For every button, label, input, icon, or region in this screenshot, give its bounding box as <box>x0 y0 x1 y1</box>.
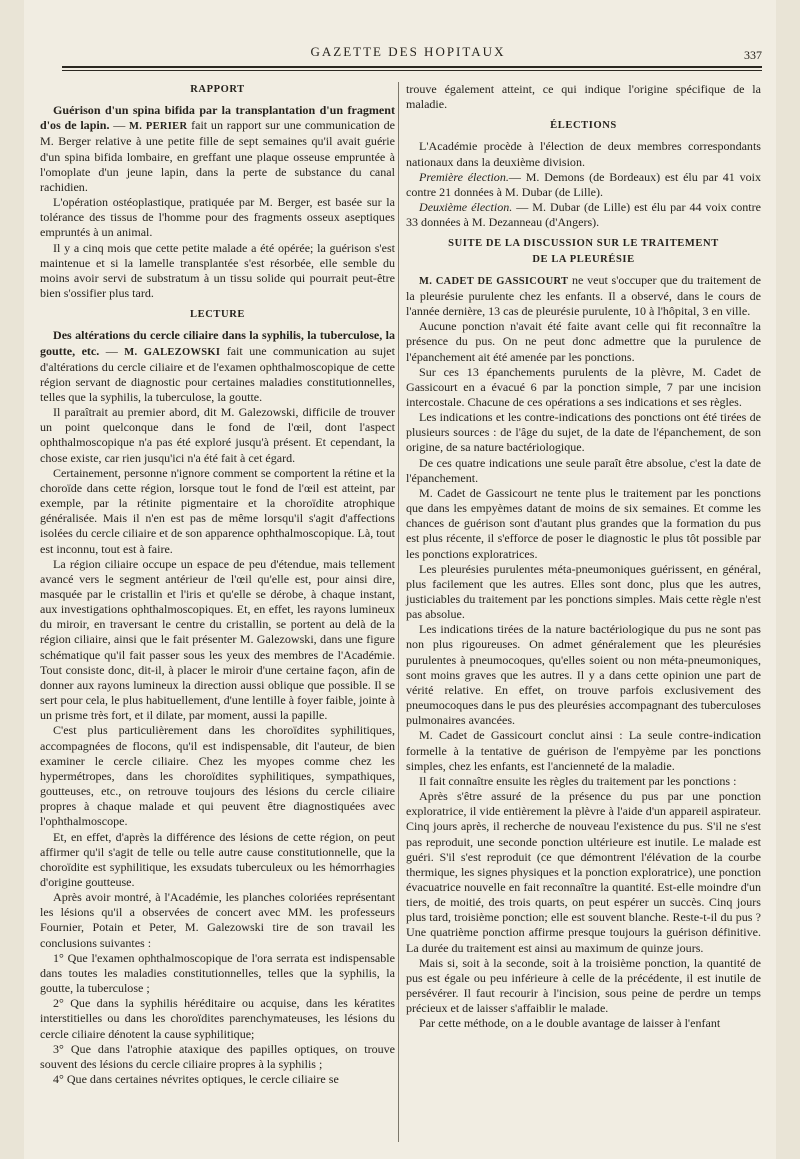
dash: — <box>109 118 130 133</box>
paragraph: Mais si, soit à la seconde, soit à la troisième ponction, la quantité de pus est égale ou peu inférieure à celle de la précédente, il est inutile de persévérer. Il faut recourir à l'incision, sous peine de perdre un temps précieux et de laisser s'affaiblir le malade. <box>406 955 761 1016</box>
paragraph <box>406 200 761 230</box>
journal-title: GAZETTE DES HOPITAUX <box>310 44 506 59</box>
section-title-rapport: RAPPORT <box>190 84 245 95</box>
paragraph-text: fait une communication au sujet d'altérations du cercle ciliaire et de l'examen ophthalmoscopique de cette région servant de diagnostic pour certaines maladies constitutionnelles, telles que la syphilis, la tuberculose, la goutte. <box>40 343 395 404</box>
right-column <box>406 82 761 1032</box>
section-title-lecture: LECTURE <box>190 309 245 321</box>
paragraph: M. Cadet de Gassicourt conclut ainsi : La seule contre-indication formelle à la tentative de guérison de l'empyème par les ponctions simples, chez les enfants, est l'ancienneté de la maladie. <box>406 728 761 773</box>
paragraph: Il fait connaître ensuite les règles du traitement par les ponctions : <box>419 773 737 788</box>
paragraph <box>406 273 761 319</box>
paragraph-text: fait un rapport sur une communication de M. Berger relative à une petite fille de sept semaines qu'il avait guérie d'un spina bifida lombaire, en greffant une plaque osseuse empruntée à l'omoplate d'un jeune lapin, dans la perte de substance du canal rachidien. <box>40 118 395 194</box>
paragraph: Par cette méthode, on a le double avantage de laisser à l'enfant <box>419 1016 721 1031</box>
paragraph: Et, en effet, d'après la différence des lésions de cette région, on peut affirmer qu'il s'agit de telle ou telle autre cause constitutionnelle, que la choroïdite est syphilitique, les exsudats tuberculeux ou les hémorrhagies d'origine goutteuse. <box>40 829 395 889</box>
article-lead: Des altérations du cercle ciliaire dans la syphilis, la tuberculose, la goutte, etc. <box>40 328 395 358</box>
left-column <box>40 82 395 1087</box>
paragraph-text: — M. Dubar (de Lille) est élu par 44 voix contre 33 données à M. Dezanneau (d'Angers). <box>406 200 761 230</box>
section-title-line: SUITE DE LA DISCUSSION SUR LE TRAITEMENT <box>448 238 719 250</box>
election-label: Première élection. <box>419 169 509 184</box>
paragraph-text: ne veut s'occuper que du traitement de la pleurésie purulente chez les enfants. Il a observé, dans le cours de l'année dernière, 13 cas de pleurésie purulente, 10 à l'hôpital, 3 en ville. <box>406 272 761 319</box>
paragraph <box>40 328 395 405</box>
paragraph: Il paraîtrait au premier abord, dit M. Galezowski, difficile de trouver un point quelconque dans le fond de l'œil, dont l'aspect ophthalmoscopique n'a pas été exploré jusqu'à présent. Et cependant, la chose existe, car rien jusqu'ici n'a été fait à cet égard. <box>40 405 395 465</box>
dash: — <box>99 343 125 358</box>
header-rule-thin <box>62 70 762 71</box>
article-lead: Guérison d'un spina bifida par la transplantation d'un fragment d'os de lapin. <box>40 103 395 133</box>
author-name: M. CADET DE GASSICOURT <box>419 275 569 287</box>
conclusion-item: 4° Que dans certaines névrites optiques, le cercle ciliaire se <box>53 1072 339 1086</box>
paragraph: De ces quatre indications une seule paraît être absolue, c'est la date de l'épanchement. <box>406 455 761 485</box>
paragraph: C'est plus particulièrement dans les choroïdites syphilitiques, accompagnées de flocons, qu'il est indispensable, dit l'auteur, de bien examiner le cercle ciliaire. Chez les myopes comme chez les hypermétropes, dans les choroïdites syphilitiques, sympathiques, goutteuses, etc., on retrouve toujours des lésions du cercle ciliaire propres à chaque malade et qui peuvent être diagnostiquées avec l'ophthalmoscope. <box>40 723 395 829</box>
author-name: M. PERIER <box>129 121 188 133</box>
paragraph: M. Cadet de Gassicourt ne tente plus le traitement par les ponctions que dans les empyèmes datant de moins de six semaines. Et comme les chances de guérison sont d'autant plus grandes que la formation du pus est plus récente, il s'efforce de poser le diagnostic le plus tôt possible par les ponctions exploratrices. <box>406 485 761 561</box>
paragraph: Il y a cinq mois que cette petite malade a été opérée; la guérison s'est maintenue et si la lamelle transplantée s'est résorbée, elle semble du moins avoir servi de substratum à un tissu solide qui pourrait peut-être bien s'ossifier plus tard. <box>40 240 395 301</box>
section-title-line: DE LA PLEURÉSIE <box>532 253 635 265</box>
paragraph: L'Académie procède à l'élection de deux membres correspondants nationaux dans la deuxième division. <box>406 139 761 169</box>
paragraph: Certainement, personne n'ignore comment se comportent la rétine et la choroïde dans cette région, lorsque tout le fond de l'œil est atteint, par exemple, par la rétinite pigmentaire et la choroïdite atrophique généralisée. Mais il n'en est pas de même lorsqu'il s'agit d'affections isolées du cercle ciliaire et de son apparence ophthalmoscopique. Là, tout est inconnu, tout est à faire. <box>40 465 395 556</box>
paragraph: Après s'être assuré de la présence du pus par une ponction exploratrice, il vide entièrement la plèvre à l'aide d'un appareil aspirateur. Cinq jours après, il recherche de nouveau l'existence du pus. S'il ne s'est pas reproduit, une seconde ponction ultérieure est inutile. Le malade est guéri. S'il s'est reproduit (ce que démontrent l'élévation de la courbe thermique, les signes physiques et la ponction exploratrice), une ponction évacuatrice nouvelle en fait reconnaître la quantité. Est-elle moindre d'un tiers, de moitié, des trois quarts, on peut espérer un succès. Cinq jours plus tard, troisième ponction; elle est souvent blanche. Reste-t-il du pus ? Une quatrième ponction affirme presque toujours la guérison définitive. La durée du traitement est ainsi au maximum de quinze jours. <box>406 789 761 955</box>
section-title-elections: ÉLECTIONS <box>550 120 617 132</box>
election-label: Deuxième élection. <box>419 200 513 215</box>
paragraph: Sur ces 13 épanchements purulents de la plèvre, M. Cadet de Gassicourt en a évacué 6 par la ponction simple, 7 par une incision intercostale. Chacune de ces opérations a ses indications et ses règles. <box>406 364 761 409</box>
newspaper-page <box>24 0 776 1159</box>
paragraph <box>406 170 761 200</box>
paragraph: Les indications tirées de la nature bactériologique du pus ne sont pas non plus rigoureuses. On admet généralement que les pleurésies purulentes à pneumocoques, qu'elles soient ou non méta-pneumoniques, sont moins graves que les autres. Il y a dans cette opinion une part de vérité relative. En effet, on trouve parfois exclusivement des pneumocoques dans le pus des pleurésies accompagnant des tuberculoses pulmonaires avancées. <box>406 622 761 728</box>
author-name: M. GALEZOWSKI <box>124 346 221 358</box>
paragraph-text: — M. Demons (de Bordeaux) est élu par 41 voix contre 21 données à M. Dubar (de Lille). <box>406 169 761 199</box>
page-header <box>54 40 762 62</box>
conclusion-item: 2° Que dans la syphilis héréditaire ou acquise, dans les kératites interstitielles ou dans les choroïdites parenchymateuses, les lésions du cercle ciliaire dénotent la cause syphilitique; <box>40 996 395 1041</box>
conclusion-item: 1° Que l'examen ophthalmoscopique de l'ora serrata est indispensable dans toutes les maladies constitutionnelles, telles que la syphilis, la goutte, la tuberculose ; <box>40 950 395 996</box>
paragraph: Les pleurésies purulentes méta-pneumoniques guérissent, en général, plus facilement que les autres. Elles sont donc, plus que les autres, justiciables du traitement par les ponctions simples. Mais cette règle n'est pas absolue. <box>406 561 761 622</box>
paragraph: Après avoir montré, à l'Académie, les planches coloriées représentant les lésions qu'il a observées de concert avec MM. les professeurs Fournier, Potain et Peter, M. Galezowski tire de son travail les conclusions suivantes : <box>40 890 395 950</box>
paragraph: Les indications et les contre-indications des ponctions ont été tirées de plusieurs sources : de l'âge du sujet, de la date de l'épanchement, de son origine, de sa nature bactériologique. <box>406 410 761 455</box>
paragraph: Aucune ponction n'avait été faite avant celle qui fit reconnaître la présence du pus. On ne peut donc admettre que la purulence de l'épanchement ait été amenée par les ponctions. <box>406 319 761 364</box>
section-title-suite <box>406 236 761 266</box>
paragraph: trouve également atteint, ce qui indique l'origine spécifique de la maladie. <box>406 82 761 112</box>
header-rule-thick <box>62 66 762 68</box>
conclusion-item: 3° Que dans l'atrophie ataxique des papilles optiques, on trouve souvent des lésions du cercle ciliaire propres à la syphilis ; <box>40 1041 395 1071</box>
page-number: 337 <box>744 48 762 62</box>
paragraph <box>40 103 395 195</box>
column-divider <box>398 82 399 1142</box>
paragraph: La région ciliaire occupe un espace de peu d'étendue, mais tellement avancé vers le segment antérieur de l'œil qu'elle est, pour ainsi dire, masquée par le cristallin et l'iris et qu'elle se dérobe, à chaque instant, aux investigations ophthalmoscopiques. Et, en effet, les rayons lumineux du miroir, en traversant le centre du cristallin, se portent au delà de la région ciliaire, ainsi que le fait présenter M. Galezowski, dans une figure schématique qu'il fait passer sous les yeux des membres de l'Académie. Tout consiste donc, dit-il, à placer le miroir d'une certaine façon, afin de donner aux rayons lumineux la direction aussi oblique que possible. Il se sert pour cela, le plus habituellement, d'une lentille à foyer faible, jointe à un prisme très fort, et il dilate, par moment, aussi la papille. <box>40 556 395 723</box>
paragraph: L'opération ostéoplastique, pratiquée par M. Berger, est basée sur la tolérance des tissus de l'homme pour des fragments osseux aseptiques empruntés à un animal. <box>40 195 395 240</box>
